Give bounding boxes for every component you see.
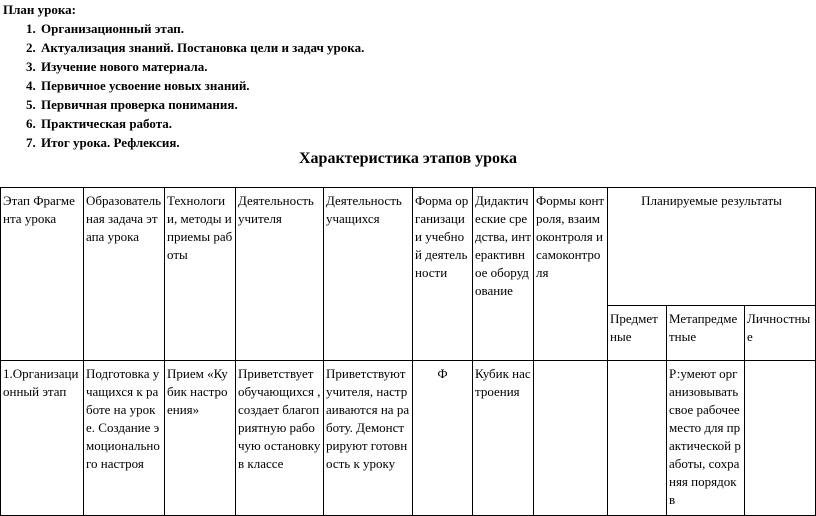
cell-teacher: Приветствует обучающихся ,создает благоприятную рабочую остановку в классе	[236, 361, 324, 516]
plan-item: 4. Первичное усвоение новых знаний.	[39, 76, 364, 95]
cell-tech: Прием «Кубик настроения»	[165, 361, 236, 516]
plan-item: 2. Актуализация знаний. Постановка цели и задач урока.	[39, 38, 364, 57]
cell-form: Ф	[413, 361, 473, 516]
cell-students: Приветствуют учителя, настраиваются на работу. Демонстрируют готовность к уроку	[324, 361, 413, 516]
plan-item: 7. Итог урока. Рефлексия.	[39, 133, 364, 152]
stages-table	[0, 187, 816, 516]
header-tech: Технологии, методы и приемы работы	[165, 188, 236, 361]
cell-control	[534, 361, 608, 516]
cell-didactic: Кубик настроения	[473, 361, 534, 516]
cell-meta: Р:умеют организовывать свое рабочее место для практической работы, сохраняя порядок в	[667, 361, 745, 516]
plan-title: План урока:	[3, 2, 76, 17]
header-results: Планируемые результаты	[608, 188, 816, 306]
header-students: Деятельность учащихся	[324, 188, 413, 361]
header-stage: Этап Фрагмента урока	[1, 188, 84, 361]
header-teacher: Деятельность учителя	[236, 188, 324, 361]
header-control: Формы контроля, взаимоконтроля и самоконтроля	[534, 188, 608, 361]
header-row	[1, 188, 816, 306]
header-personal: Личностные	[745, 306, 816, 361]
cell-task: Подготовка учащихся к работе на уроке. Создание эмоционального настроя	[84, 361, 165, 516]
header-meta: Метапредметные	[667, 306, 745, 361]
cell-stage: 1.Организационный этап	[1, 361, 84, 516]
lesson-plan	[3, 0, 364, 152]
header-didactic: Дидактические средства, интерактивное оборудование	[473, 188, 534, 361]
header-subject: Предметные	[608, 306, 667, 361]
table-row	[1, 361, 816, 516]
plan-list	[3, 19, 364, 152]
plan-item: 6. Практическая работа.	[39, 114, 364, 133]
plan-item: 5. Первичная проверка понимания.	[39, 95, 364, 114]
cell-subject	[608, 361, 667, 516]
section-title: Характеристика этапов урока	[299, 150, 517, 167]
plan-item: 1. Организационный этап.	[39, 19, 364, 38]
plan-item: 3. Изучение нового материала.	[39, 57, 364, 76]
header-task: Образовательная задача этапа урока	[84, 188, 165, 361]
header-form: Форма организации учебной деятельности	[413, 188, 473, 361]
cell-personal	[745, 361, 816, 516]
